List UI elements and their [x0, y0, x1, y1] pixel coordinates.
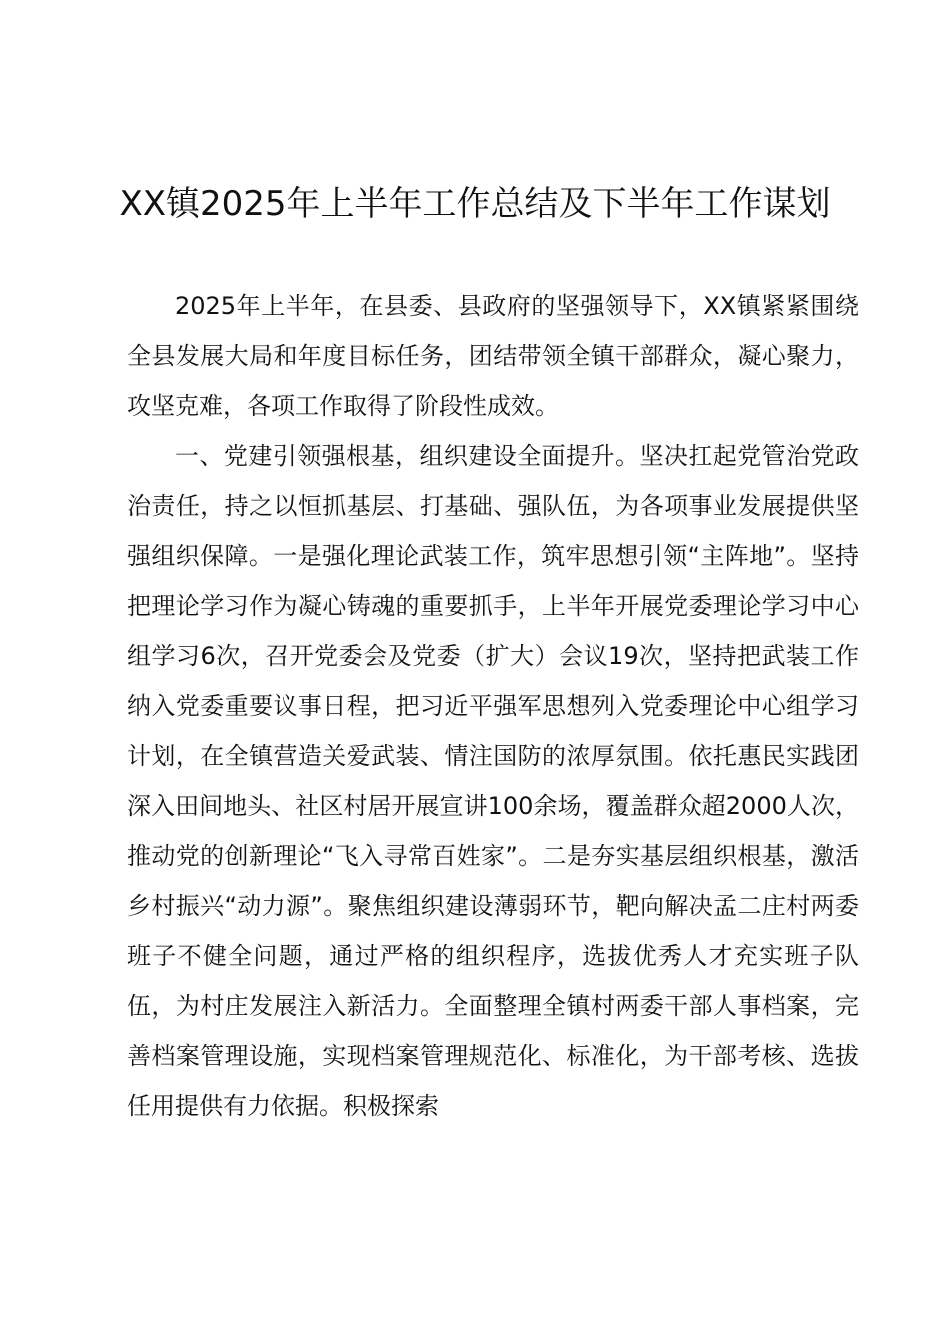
document-title: XX镇2025年上半年工作总结及下半年工作谋划 [119, 184, 831, 224]
paragraph-party-building: 一、党建引领强根基，组织建设全面提升。坚决扛起党管治党政治责任，持之以恒抓基层、打基础、强队伍，为各项事业发展提供坚强组织保障。一是强化理论武装工作，筑牢思想引领“主阵地”。坚持把理论学习作为凝心铸魂的重要抓手，上半年开展党委理论学习中心组学习6次，召开党委会及党委（扩大）会议19次，坚持把武装工作纳入党委重要议事日程，把习近平强军思想列入党委理论中心组学习计划，在全镇营造关爱武装、情注国防的浓厚氛围。依托惠民实践团深入田间地头、社区村居开展宣讲100余场，覆盖群众超2000人次，推动党的创新理论“飞入寻常百姓家”。二是夯实基层组织根基，激活乡村振兴“动力源”。聚焦组织建设薄弱环节，靶向解决孟二庄村两委班子不健全问题，通过严格的组织程序，选拔优秀人才充实班子队伍，为村庄发展注入新活力。全面整理全镇村两委干部人事档案，完善档案管理设施，实现档案管理规范化、标准化，为干部考核、选拔任用提供有力依据。积极探索 [127, 442, 859, 1120]
paragraph-intro: 2025年上半年，在县委、县政府的坚强领导下，XX镇紧紧围绕全县发展大局和年度目标任务，团结带领全镇干部群众，凝心聚力，攻坚克难，各项工作取得了阶段性成效。 [127, 292, 859, 420]
document-body [127, 281, 859, 1131]
